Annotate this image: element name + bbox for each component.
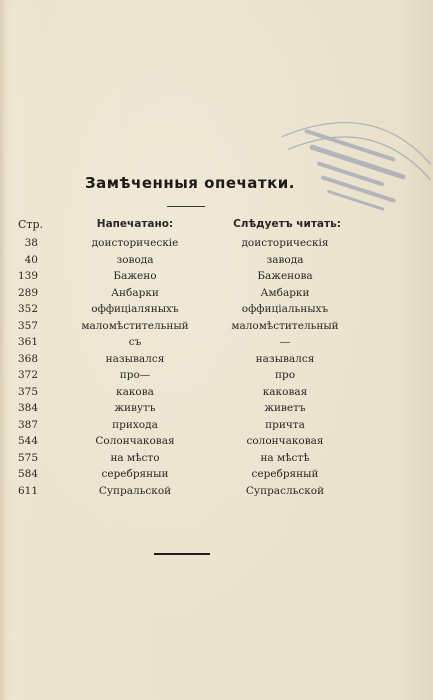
printed-text: живутъ (114, 402, 156, 414)
errata-row (0, 485, 433, 502)
page-number: 352 (17, 303, 38, 315)
printed-text: про— (119, 369, 151, 381)
errata-row (0, 270, 433, 287)
correct-text: причта (265, 418, 305, 431)
errata-row (0, 369, 433, 386)
printed-text: какова (116, 385, 154, 398)
errata-list (0, 237, 433, 501)
page-number: 372 (17, 369, 38, 381)
correct-text: Баженова (257, 270, 313, 282)
errata-row (0, 320, 433, 337)
page-number: 361 (17, 336, 38, 348)
printed-text: Анбарки (111, 286, 159, 299)
page-number: 139 (17, 270, 38, 282)
page-number: 575 (17, 451, 38, 464)
correct-text: назывался (255, 352, 315, 365)
printed-text: доисторическіе (91, 237, 179, 249)
page-number: 384 (17, 402, 38, 414)
correct-text: Супрасльской (245, 484, 325, 497)
page-title: Замѣченныя опечатки. (84, 174, 296, 192)
printed-text: Бажено (113, 270, 157, 282)
errata-row (0, 336, 433, 353)
page-number: 584 (17, 468, 38, 480)
printed-text: Супральской (98, 484, 172, 497)
errata-row (0, 402, 433, 419)
page-number: 368 (17, 352, 38, 365)
errata-row (0, 386, 433, 403)
page-number: 38 (24, 237, 38, 249)
correct-text: солончаковая (246, 435, 324, 447)
printed-text: съ (128, 336, 142, 348)
errata-row (0, 254, 433, 271)
page-number: 611 (17, 484, 38, 497)
correct-text: оффиціальныхъ (241, 303, 329, 315)
printed-text: назывался (105, 352, 165, 365)
header-page: Стр. (18, 218, 44, 231)
correct-text: Амбарки (260, 286, 310, 299)
printed-text: зовода (116, 253, 154, 266)
header-printed: Напечатано: (96, 218, 174, 230)
closing-divider (154, 553, 210, 555)
correct-text: доисторическія (241, 237, 329, 249)
printed-text: на мѣсто (110, 451, 160, 464)
column-headers (0, 218, 433, 234)
errata-row (0, 468, 433, 485)
page-number: 375 (17, 385, 38, 398)
correct-text: на мѣстѣ (260, 451, 310, 464)
correct-text: маломѣстительный (231, 319, 339, 332)
page-number: 40 (24, 253, 38, 266)
page-number: 289 (17, 286, 38, 299)
correct-text: про (274, 369, 296, 381)
errata-row (0, 452, 433, 469)
errata-row (0, 237, 433, 254)
page-number: 387 (17, 418, 38, 431)
title-divider (167, 206, 205, 207)
page-number: 357 (17, 319, 38, 332)
printed-text: Солончаковая (95, 435, 175, 447)
printed-text: оффиціаляныхъ (91, 303, 179, 315)
header-should-read: Слѣдуетъ читать: (233, 218, 341, 230)
printed-text: прихода (112, 418, 158, 431)
errata-row (0, 353, 433, 370)
correct-text: живетъ (264, 402, 306, 414)
correct-text: — (279, 336, 291, 348)
errata-row (0, 287, 433, 304)
errata-row (0, 303, 433, 320)
correct-text: серебряный (251, 468, 319, 480)
page-number: 544 (17, 435, 38, 447)
printed-text: маломѣстительный (81, 319, 189, 332)
correct-text: каковая (262, 385, 308, 398)
errata-row (0, 435, 433, 452)
errata-row (0, 419, 433, 436)
correct-text: завода (266, 253, 304, 266)
printed-text: серебряныи (101, 468, 169, 480)
